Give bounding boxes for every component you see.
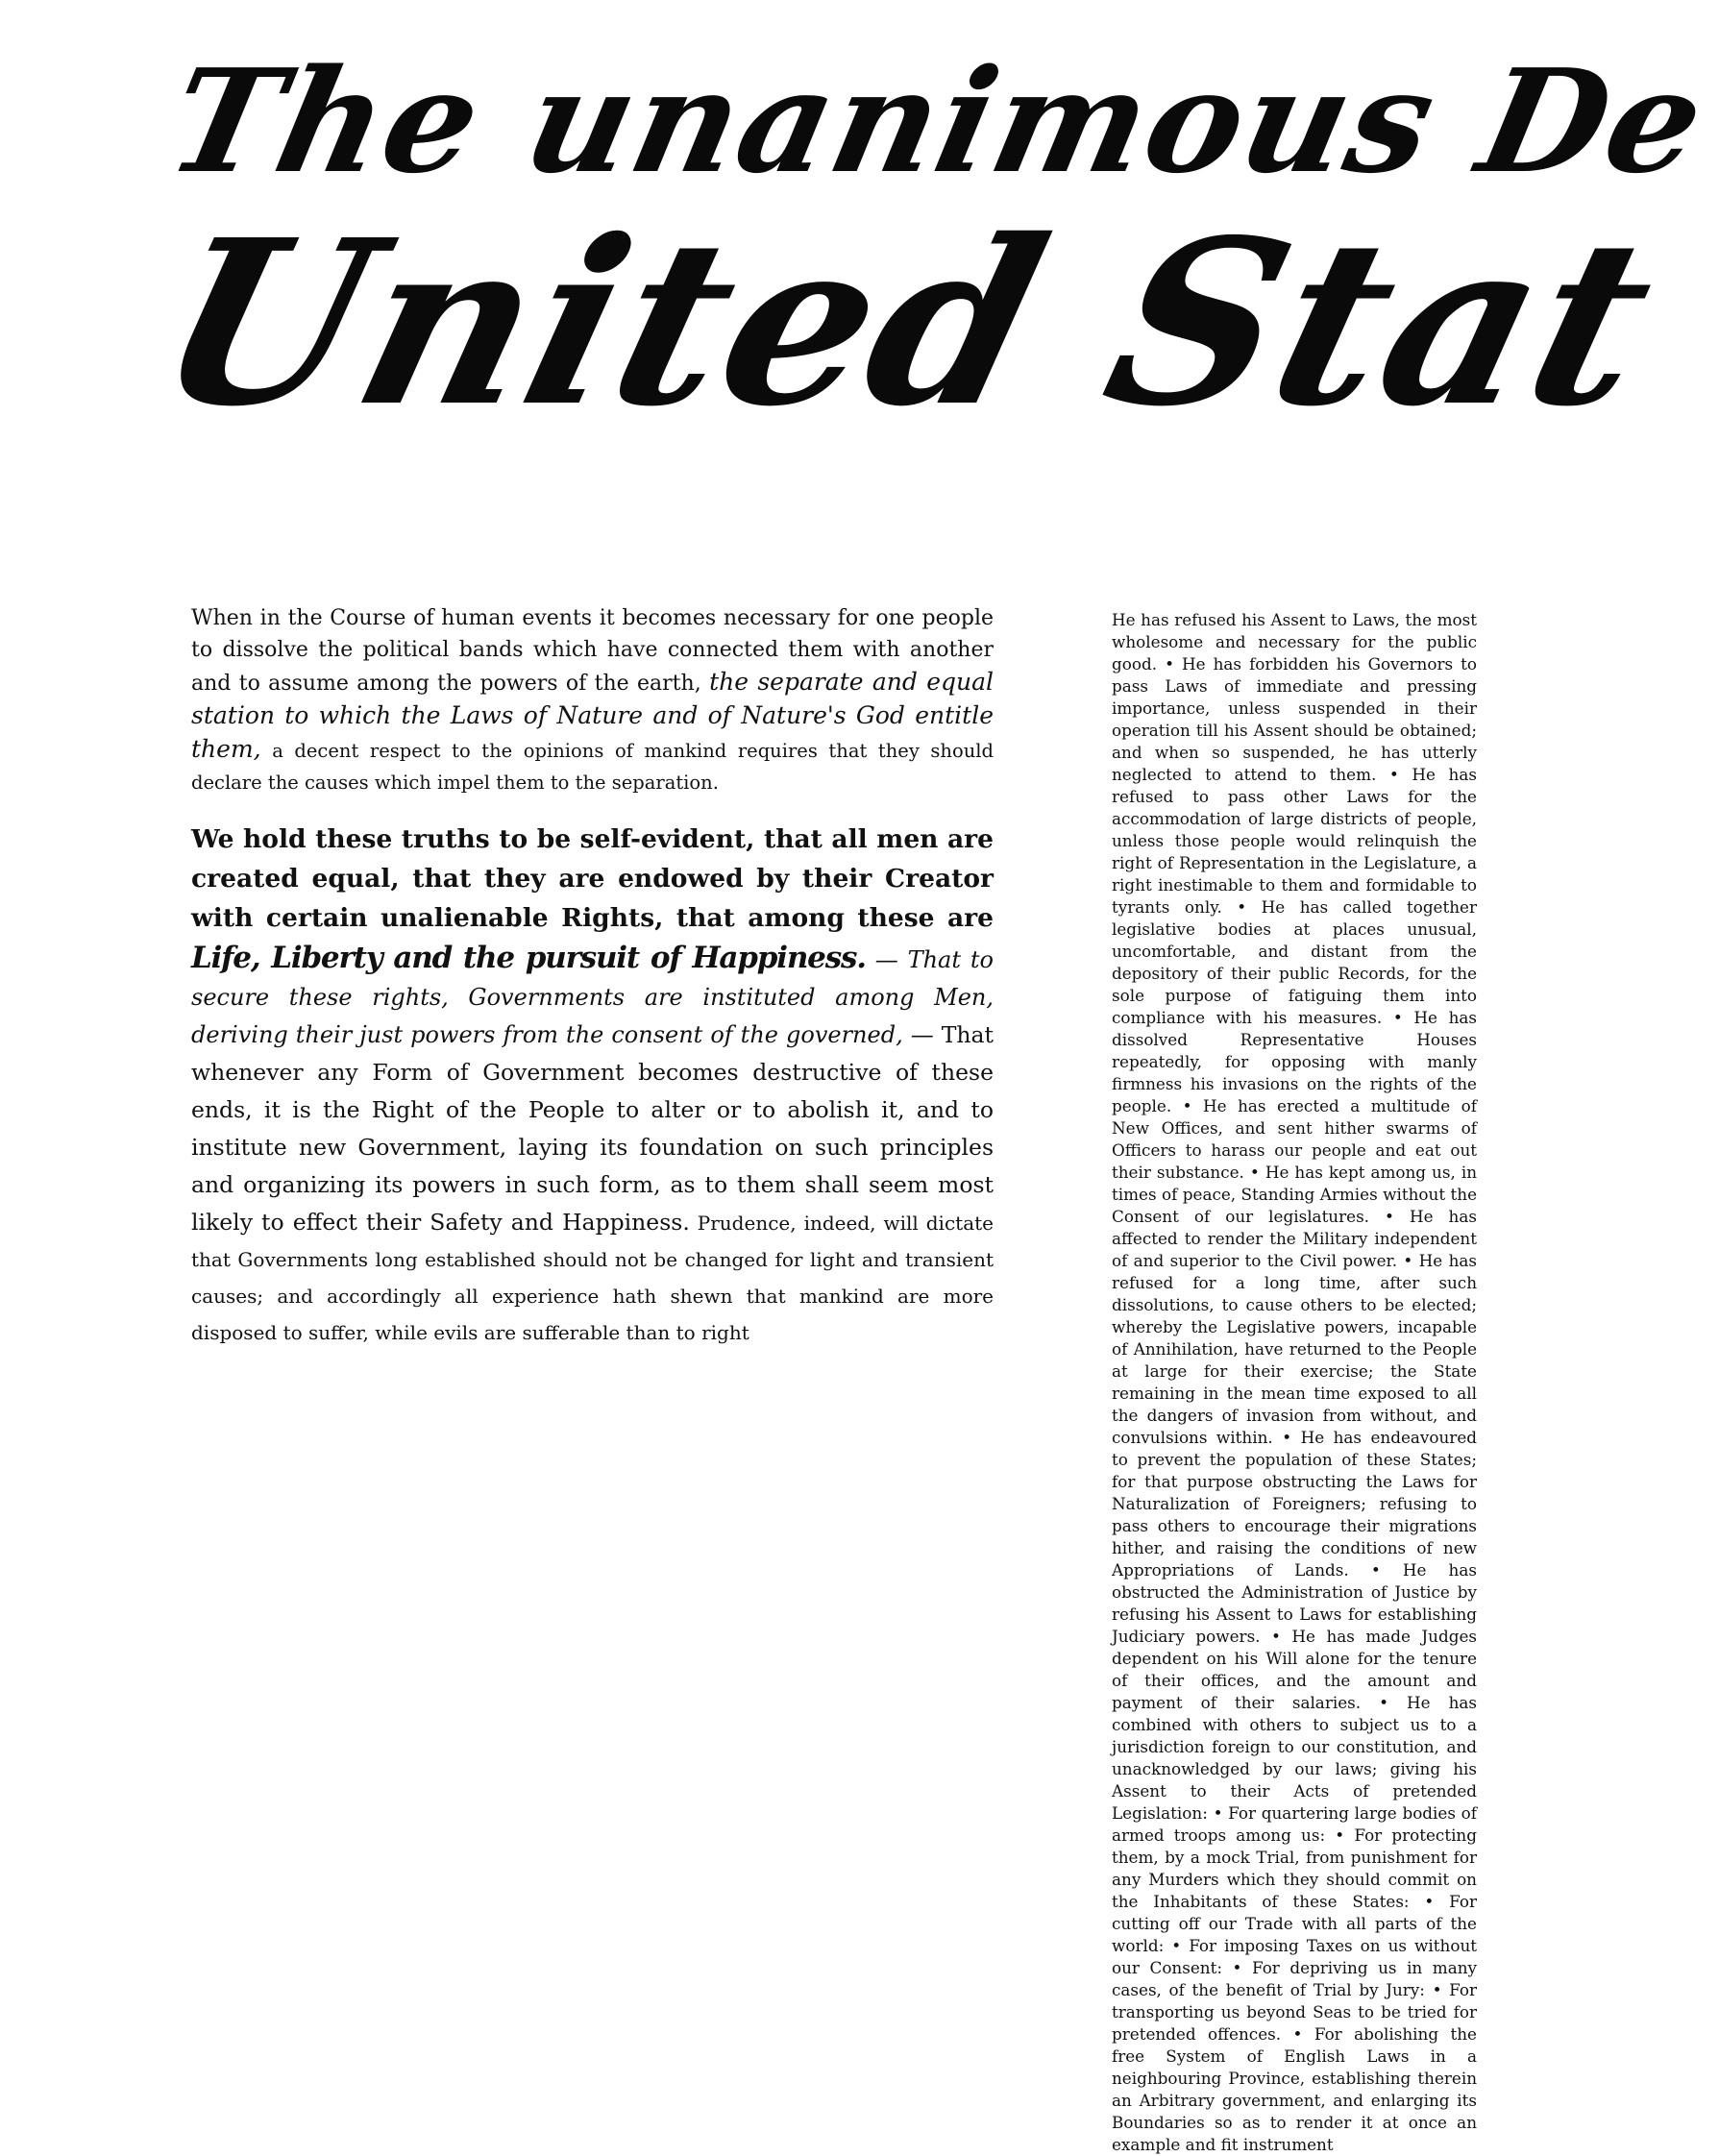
truths-regular-text: That whenever any Form of Government becomes destructive of these ends, it is the Right of the People to alter or to abolish it, and to institute new Government, laying its foundation on such principles and organizing its powers in such form, as to them shall seem most likely to effect their Safety and Happiness.: [191, 1021, 994, 1236]
truths-italic-text: — That to secure these rights, Governments are instituted among Men, deriving their just powers from the consent of the governed, —: [191, 946, 994, 1048]
truths-paragraph: [191, 821, 994, 1353]
title-script-line-2: United Stat: [135, 189, 1680, 456]
truths-emphasis-text: Life, Liberty and the pursuit of Happiness.: [191, 941, 866, 975]
intro-paragraph: [191, 602, 994, 798]
intro-text: When in the Course of human events it becomes necessary for one people to dissolve the political bands which have connected them with another and to assume among the powers of the earth,: [191, 606, 994, 696]
truths-small-text: Prudence, indeed, will dictate that Governments long established should not be changed for light and transient causes; and accordingly all experience hath shewn that mankind are more disposed to suffer, while evils are sufferable than to right: [191, 1212, 994, 1344]
title-script-line-1: The unanimous De: [155, 37, 1719, 205]
intro-italic-text: the separate and equal station to which the Laws of Nature and of Nature's God entitle them,: [191, 668, 995, 763]
intro-closing-text: a decent respect to the opinions of mankind requires that they should declare the causes which impel them to the separation.: [191, 740, 994, 794]
truths-bold-text: We hold these truths to be self-evident, that all men are created equal, that they are endowed by their Creator with certain unalienable Rights, that among these are: [191, 824, 994, 933]
left-column: [191, 602, 994, 1353]
grievances-column: He has refused his Assent to Laws, the most wholesome and necessary for the public good. • He has forbidden his Governors to pass Laws of immediate and pressing importance, unless suspended in their operation till his Assent should be obtained; and when so suspended, he has utterly neglected to attend to them. • He has refused to pass other Laws for the accommodation of large districts of people, unless those people would relinquish the right of Representation in the Legislature, a right inestimable to them and formidable to tyrants only. • He has called together legislative bodies at places unusual, uncomfortable, and distant from the depository of their public Records, for the sole purpose of fatiguing them into compliance with his measures. • He has dissolved Representative Houses repeatedly, for opposing with manly firmness his invasions on the rights of the people. • He has erected a multitude of New Offices, and sent hither swarms of Officers to harass our people and eat out their substance. • He has kept among us, in times of peace, Standing Armies without the Consent of our legislatures. • He has affected to render the Military independent of and superior to the Civil power. • He has refused for a long time, after such dissolutions, to cause others to be elected; whereby the Legislative powers, incapable of Annihilation, have returned to the People at large for their exercise; the State remaining in the mean time exposed to all the dangers of invasion from without, and convulsions within. • He has endeavoured to prevent the population of these States; for that purpose obstructing the Laws for Naturalization of Foreigners; refusing to pass others to encourage their migrations hither, and raising the conditions of new Appropriations of Lands. • He has obstructed the Administration of Justice by refusing his Assent to Laws for establishing Judiciary powers. • He has made Judges dependent on his Will alone for the tenure of their offices, and the amount and payment of their salaries. • He has combined with others to subject us to a jurisdiction foreign to our constitution, and unacknowledged by our laws; giving his Assent to their Acts of pretended Legislation: • For quartering large bodies of armed troops among us: • For protecting them, by a mock Trial, from punishment for any Murders which they should commit on the Inhabitants of these States: • For cutting off our Trade with all parts of the world: • For imposing Taxes on us without our Consent: • For depriving us in many cases, of the benefit of Trial by Jury: • For transporting us beyond Seas to be tried for pretended offences. • For abolishing the free System of English Laws in a neighbouring Province, establishing therein an Arbitrary government, and enlarging its Boundaries so as to render it at once an example and fit instrument: [1112, 610, 1477, 2154]
